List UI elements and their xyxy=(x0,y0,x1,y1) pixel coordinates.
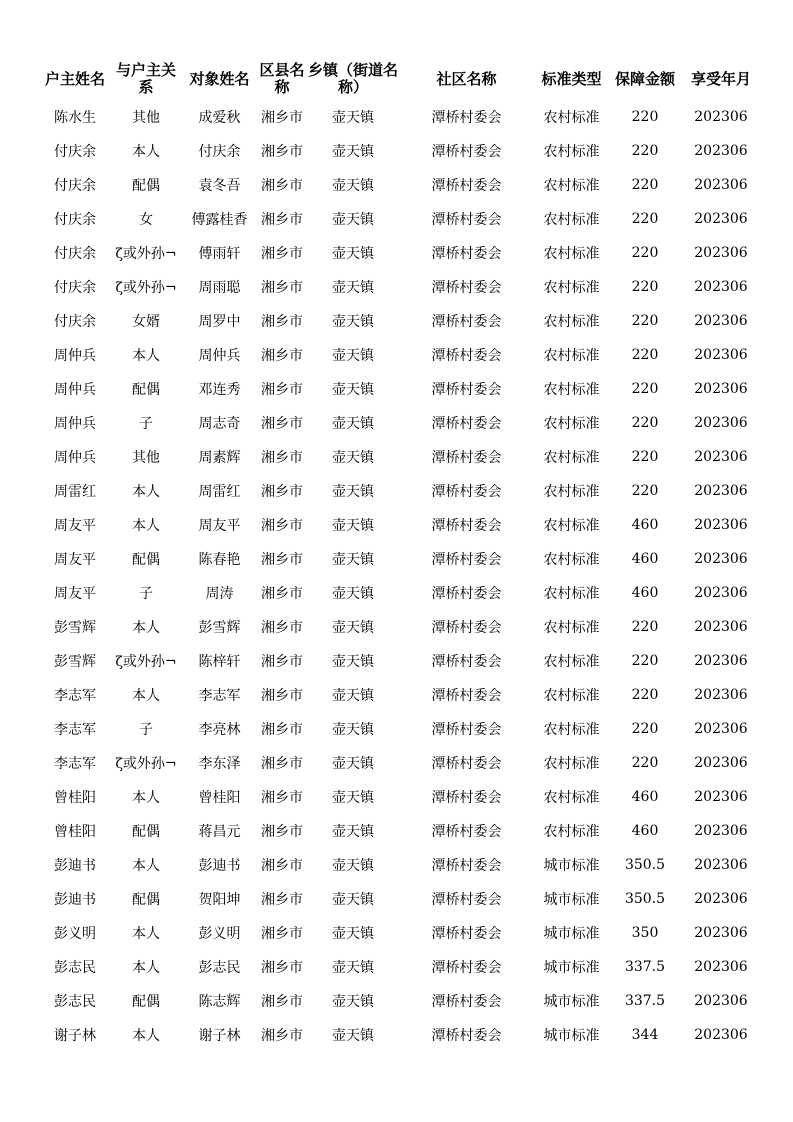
relationship-cell: ζ或外孙¬ xyxy=(115,756,177,772)
community-cell: 潭桥村委会 xyxy=(431,960,502,976)
month-cell: 202306 xyxy=(694,959,748,975)
township-cell: 壶天镇 xyxy=(332,994,374,1010)
table-row xyxy=(40,236,761,270)
community-cell: 潭桥村委会 xyxy=(431,790,502,806)
table-row xyxy=(40,474,761,508)
community-cell: 潭桥村委会 xyxy=(431,314,502,330)
relationship-cell: ζ或外孙¬ xyxy=(115,280,177,296)
month-cell: 202306 xyxy=(694,993,748,1009)
amount-cell: 220 xyxy=(631,755,659,771)
recipient-name-cell: 周志奇 xyxy=(198,416,241,432)
township-cell: 壶天镇 xyxy=(332,382,374,398)
standard-type-cell: 农村标准 xyxy=(543,484,600,500)
community-cell: 潭桥村委会 xyxy=(431,110,502,126)
county-cell: 湘乡市 xyxy=(261,654,303,670)
header-standard-type: 标准类型 xyxy=(541,69,602,88)
community-cell: 潭桥村委会 xyxy=(431,348,502,364)
month-cell: 202306 xyxy=(694,415,748,431)
county-cell: 湘乡市 xyxy=(261,110,303,126)
householder-name-cell: 彭义明 xyxy=(54,926,96,942)
county-cell: 湘乡市 xyxy=(261,212,303,228)
month-cell: 202306 xyxy=(694,449,748,465)
recipient-name-cell: 贺阳坤 xyxy=(198,892,241,908)
community-cell: 潭桥村委会 xyxy=(431,926,502,942)
householder-name-cell: 李志军 xyxy=(54,756,96,772)
header-community: 社区名称 xyxy=(436,69,497,88)
table-row xyxy=(40,780,761,814)
relationship-cell: 本人 xyxy=(132,484,160,500)
month-cell: 202306 xyxy=(694,381,748,397)
month-cell: 202306 xyxy=(694,823,748,839)
standard-type-cell: 城市标准 xyxy=(543,926,600,942)
householder-name-cell: 周仲兵 xyxy=(54,450,96,466)
community-cell: 潭桥村委会 xyxy=(431,858,502,874)
householder-name-cell: 付庆余 xyxy=(54,246,96,262)
relationship-cell: 其他 xyxy=(132,450,160,466)
township-cell: 壶天镇 xyxy=(332,518,374,534)
relationship-cell: 配偶 xyxy=(132,824,160,840)
township-cell: 壶天镇 xyxy=(332,586,374,602)
amount-cell: 220 xyxy=(631,177,659,193)
county-cell: 湘乡市 xyxy=(261,926,303,942)
table-header xyxy=(40,58,761,100)
amount-cell: 220 xyxy=(631,109,659,125)
township-cell: 壶天镇 xyxy=(332,110,374,126)
community-cell: 潭桥村委会 xyxy=(431,416,502,432)
header-recipient-name: 对象姓名 xyxy=(189,69,250,88)
community-cell: 潭桥村委会 xyxy=(431,144,502,160)
month-cell: 202306 xyxy=(694,585,748,601)
township-cell: 壶天镇 xyxy=(332,790,374,806)
householder-name-cell: 付庆余 xyxy=(54,144,96,160)
householder-name-cell: 付庆余 xyxy=(54,178,96,194)
recipient-name-cell: 陈志辉 xyxy=(198,994,241,1010)
relationship-cell: 本人 xyxy=(132,858,160,874)
township-cell: 壶天镇 xyxy=(332,144,374,160)
householder-name-cell: 周友平 xyxy=(54,586,96,602)
township-cell: 壶天镇 xyxy=(332,416,374,432)
amount-cell: 220 xyxy=(631,211,659,227)
householder-name-cell: 付庆余 xyxy=(54,280,96,296)
table-row xyxy=(40,746,761,780)
table-row xyxy=(40,440,761,474)
standard-type-cell: 农村标准 xyxy=(543,824,600,840)
relationship-cell: 其他 xyxy=(132,110,160,126)
relationship-cell: 女婿 xyxy=(132,314,160,330)
recipient-name-cell: 彭义明 xyxy=(198,926,241,942)
relationship-cell: 本人 xyxy=(132,518,160,534)
relationship-cell: 女 xyxy=(139,212,153,228)
standard-type-cell: 农村标准 xyxy=(543,314,600,330)
householder-name-cell: 付庆余 xyxy=(54,212,96,228)
table-row xyxy=(40,610,761,644)
recipient-name-cell: 李亮林 xyxy=(198,722,241,738)
county-cell: 湘乡市 xyxy=(261,552,303,568)
township-cell: 壶天镇 xyxy=(332,756,374,772)
householder-name-cell: 曾桂阳 xyxy=(54,824,96,840)
standard-type-cell: 农村标准 xyxy=(543,518,600,534)
householder-name-cell: 周友平 xyxy=(54,518,96,534)
township-cell: 壶天镇 xyxy=(332,926,374,942)
table-row xyxy=(40,916,761,950)
community-cell: 潭桥村委会 xyxy=(431,450,502,466)
amount-cell: 337.5 xyxy=(624,959,666,975)
amount-cell: 350.5 xyxy=(624,891,666,907)
county-cell: 湘乡市 xyxy=(261,246,303,262)
relationship-cell: 本人 xyxy=(132,1028,160,1044)
relationship-cell: 配偶 xyxy=(132,382,160,398)
community-cell: 潭桥村委会 xyxy=(431,688,502,704)
township-cell: 壶天镇 xyxy=(332,450,374,466)
township-cell: 壶天镇 xyxy=(332,858,374,874)
relationship-cell: 本人 xyxy=(132,620,160,636)
householder-name-cell: 周友平 xyxy=(54,552,96,568)
county-cell: 湘乡市 xyxy=(261,1028,303,1044)
householder-name-cell: 周仲兵 xyxy=(54,416,96,432)
table-row xyxy=(40,100,761,134)
header-row xyxy=(40,58,761,100)
recipient-name-cell: 周雨聪 xyxy=(198,280,241,296)
month-cell: 202306 xyxy=(694,721,748,737)
community-cell: 潭桥村委会 xyxy=(431,620,502,636)
county-cell: 湘乡市 xyxy=(261,994,303,1010)
table-row xyxy=(40,576,761,610)
relationship-cell: 配偶 xyxy=(132,552,160,568)
township-cell: 壶天镇 xyxy=(332,280,374,296)
county-cell: 湘乡市 xyxy=(261,722,303,738)
standard-type-cell: 农村标准 xyxy=(543,586,600,602)
householder-name-cell: 曾桂阳 xyxy=(54,790,96,806)
county-cell: 湘乡市 xyxy=(261,892,303,908)
relationship-cell: 配偶 xyxy=(132,994,160,1010)
standard-type-cell: 农村标准 xyxy=(543,688,600,704)
relationship-cell: 本人 xyxy=(132,960,160,976)
amount-cell: 220 xyxy=(631,279,659,295)
recipient-name-cell: 付庆余 xyxy=(198,144,241,160)
recipient-name-cell: 周罗中 xyxy=(198,314,241,330)
relationship-cell: 配偶 xyxy=(132,178,160,194)
amount-cell: 220 xyxy=(631,687,659,703)
county-cell: 湘乡市 xyxy=(261,620,303,636)
householder-name-cell: 彭迪书 xyxy=(54,892,96,908)
recipient-name-cell: 傅雨轩 xyxy=(198,246,241,262)
standard-type-cell: 农村标准 xyxy=(543,756,600,772)
recipient-name-cell: 李志军 xyxy=(198,688,241,704)
month-cell: 202306 xyxy=(694,177,748,193)
amount-cell: 460 xyxy=(631,551,659,567)
township-cell: 壶天镇 xyxy=(332,654,374,670)
county-cell: 湘乡市 xyxy=(261,824,303,840)
standard-type-cell: 农村标准 xyxy=(543,280,600,296)
township-cell: 壶天镇 xyxy=(332,722,374,738)
relationship-cell: 本人 xyxy=(132,926,160,942)
community-cell: 潭桥村委会 xyxy=(431,654,502,670)
standard-type-cell: 农村标准 xyxy=(543,722,600,738)
table-row xyxy=(40,406,761,440)
recipient-name-cell: 邓连秀 xyxy=(198,382,241,398)
table-body xyxy=(40,100,761,1052)
county-cell: 湘乡市 xyxy=(261,144,303,160)
recipient-name-cell: 曾桂阳 xyxy=(198,790,241,806)
county-cell: 湘乡市 xyxy=(261,178,303,194)
month-cell: 202306 xyxy=(694,517,748,533)
table-row xyxy=(40,712,761,746)
standard-type-cell: 农村标准 xyxy=(543,144,600,160)
standard-type-cell: 城市标准 xyxy=(543,994,600,1010)
standard-type-cell: 农村标准 xyxy=(543,178,600,194)
township-cell: 壶天镇 xyxy=(332,1028,374,1044)
householder-name-cell: 陈水生 xyxy=(54,110,96,126)
county-cell: 湘乡市 xyxy=(261,280,303,296)
township-cell: 壶天镇 xyxy=(332,348,374,364)
recipient-name-cell: 周仲兵 xyxy=(198,348,241,364)
table-row xyxy=(40,950,761,984)
township-cell: 壶天镇 xyxy=(332,688,374,704)
month-cell: 202306 xyxy=(694,755,748,771)
header-county: 区县名称 xyxy=(259,61,305,96)
standard-type-cell: 农村标准 xyxy=(543,212,600,228)
recipient-name-cell: 李东泽 xyxy=(198,756,241,772)
month-cell: 202306 xyxy=(694,789,748,805)
table-row xyxy=(40,542,761,576)
township-cell: 壶天镇 xyxy=(332,484,374,500)
township-cell: 壶天镇 xyxy=(332,314,374,330)
township-cell: 壶天镇 xyxy=(332,246,374,262)
community-cell: 潭桥村委会 xyxy=(431,212,502,228)
county-cell: 湘乡市 xyxy=(261,960,303,976)
month-cell: 202306 xyxy=(694,143,748,159)
table-row xyxy=(40,678,761,712)
householder-name-cell: 付庆余 xyxy=(54,314,96,330)
recipient-name-cell: 周素辉 xyxy=(198,450,241,466)
standard-type-cell: 城市标准 xyxy=(543,1028,600,1044)
householder-name-cell: 周雷红 xyxy=(54,484,96,500)
table-row xyxy=(40,372,761,406)
amount-cell: 460 xyxy=(631,517,659,533)
householder-name-cell: 谢子林 xyxy=(54,1028,96,1044)
amount-cell: 220 xyxy=(631,483,659,499)
community-cell: 潭桥村委会 xyxy=(431,246,502,262)
recipient-name-cell: 周涛 xyxy=(205,586,234,602)
month-cell: 202306 xyxy=(694,891,748,907)
relationship-cell: 本人 xyxy=(132,790,160,806)
recipient-name-cell: 彭雪辉 xyxy=(198,620,241,636)
recipient-name-cell: 周友平 xyxy=(198,518,241,534)
standard-type-cell: 城市标准 xyxy=(543,892,600,908)
table-row xyxy=(40,168,761,202)
community-cell: 潭桥村委会 xyxy=(431,994,502,1010)
county-cell: 湘乡市 xyxy=(261,416,303,432)
householder-name-cell: 李志军 xyxy=(54,688,96,704)
standard-type-cell: 农村标准 xyxy=(543,654,600,670)
header-amount: 保障金额 xyxy=(614,69,675,88)
relationship-cell: 本人 xyxy=(132,348,160,364)
standard-type-cell: 城市标准 xyxy=(543,960,600,976)
community-cell: 潭桥村委会 xyxy=(431,756,502,772)
table-row xyxy=(40,644,761,678)
township-cell: 壶天镇 xyxy=(332,960,374,976)
relationship-cell: 子 xyxy=(139,586,153,602)
month-cell: 202306 xyxy=(694,279,748,295)
county-cell: 湘乡市 xyxy=(261,484,303,500)
county-cell: 湘乡市 xyxy=(261,518,303,534)
month-cell: 202306 xyxy=(694,109,748,125)
amount-cell: 460 xyxy=(631,789,659,805)
amount-cell: 344 xyxy=(631,1027,659,1043)
relationship-cell: 本人 xyxy=(132,144,160,160)
month-cell: 202306 xyxy=(694,619,748,635)
table-row xyxy=(40,814,761,848)
recipient-name-cell: 傅露桂香 xyxy=(191,212,248,228)
relationship-cell: 子 xyxy=(139,722,153,738)
table-row xyxy=(40,202,761,236)
relationship-cell: 子 xyxy=(139,416,153,432)
county-cell: 湘乡市 xyxy=(261,314,303,330)
month-cell: 202306 xyxy=(694,1027,748,1043)
amount-cell: 460 xyxy=(631,823,659,839)
community-cell: 潭桥村委会 xyxy=(431,484,502,500)
relationship-cell: ζ或外孙¬ xyxy=(115,246,177,262)
table-row xyxy=(40,984,761,1018)
amount-cell: 220 xyxy=(631,347,659,363)
amount-cell: 220 xyxy=(631,619,659,635)
householder-name-cell: 周仲兵 xyxy=(54,348,96,364)
county-cell: 湘乡市 xyxy=(261,586,303,602)
standard-type-cell: 农村标准 xyxy=(543,450,600,466)
table-row xyxy=(40,304,761,338)
community-cell: 潭桥村委会 xyxy=(431,586,502,602)
amount-cell: 350 xyxy=(631,925,659,941)
householder-name-cell: 彭雪辉 xyxy=(54,654,96,670)
standard-type-cell: 农村标准 xyxy=(543,382,600,398)
township-cell: 壶天镇 xyxy=(332,178,374,194)
householder-name-cell: 周仲兵 xyxy=(54,382,96,398)
householder-name-cell: 彭志民 xyxy=(54,994,96,1010)
table-row xyxy=(40,1018,761,1052)
amount-cell: 220 xyxy=(631,245,659,261)
amount-cell: 220 xyxy=(631,313,659,329)
relationship-cell: ζ或外孙¬ xyxy=(115,654,177,670)
county-cell: 湘乡市 xyxy=(261,688,303,704)
county-cell: 湘乡市 xyxy=(261,450,303,466)
community-cell: 潭桥村委会 xyxy=(431,892,502,908)
recipient-name-cell: 谢子林 xyxy=(198,1028,241,1044)
table-row xyxy=(40,508,761,542)
community-cell: 潭桥村委会 xyxy=(431,1028,502,1044)
relationship-cell: 配偶 xyxy=(132,892,160,908)
amount-cell: 350.5 xyxy=(624,857,666,873)
header-relationship: 与户主关系 xyxy=(115,61,176,96)
community-cell: 潭桥村委会 xyxy=(431,824,502,840)
community-cell: 潭桥村委会 xyxy=(431,552,502,568)
amount-cell: 220 xyxy=(631,721,659,737)
standard-type-cell: 农村标准 xyxy=(543,246,600,262)
header-month: 享受年月 xyxy=(690,69,751,88)
table-row xyxy=(40,134,761,168)
recipient-name-cell: 周雷红 xyxy=(198,484,241,500)
month-cell: 202306 xyxy=(694,483,748,499)
recipient-name-cell: 彭迪书 xyxy=(198,858,241,874)
county-cell: 湘乡市 xyxy=(261,756,303,772)
county-cell: 湘乡市 xyxy=(261,858,303,874)
month-cell: 202306 xyxy=(694,245,748,261)
month-cell: 202306 xyxy=(694,211,748,227)
month-cell: 202306 xyxy=(694,925,748,941)
householder-name-cell: 李志军 xyxy=(54,722,96,738)
amount-cell: 337.5 xyxy=(624,993,666,1009)
header-householder-name: 户主姓名 xyxy=(44,69,105,88)
recipient-name-cell: 袁冬吾 xyxy=(198,178,241,194)
township-cell: 壶天镇 xyxy=(332,824,374,840)
recipient-name-cell: 陈梓轩 xyxy=(198,654,241,670)
township-cell: 壶天镇 xyxy=(332,620,374,636)
amount-cell: 220 xyxy=(631,381,659,397)
community-cell: 潭桥村委会 xyxy=(431,722,502,738)
standard-type-cell: 城市标准 xyxy=(543,858,600,874)
month-cell: 202306 xyxy=(694,653,748,669)
amount-cell: 460 xyxy=(631,585,659,601)
month-cell: 202306 xyxy=(694,857,748,873)
table-row xyxy=(40,882,761,916)
table-row xyxy=(40,338,761,372)
standard-type-cell: 农村标准 xyxy=(543,620,600,636)
community-cell: 潭桥村委会 xyxy=(431,382,502,398)
recipient-name-cell: 成爱秋 xyxy=(198,110,241,126)
amount-cell: 220 xyxy=(631,653,659,669)
community-cell: 潭桥村委会 xyxy=(431,280,502,296)
community-cell: 潭桥村委会 xyxy=(431,178,502,194)
standard-type-cell: 农村标准 xyxy=(543,110,600,126)
township-cell: 壶天镇 xyxy=(332,552,374,568)
recipient-name-cell: 蒋昌元 xyxy=(198,824,241,840)
standard-type-cell: 农村标准 xyxy=(543,348,600,364)
householder-name-cell: 彭雪辉 xyxy=(54,620,96,636)
relationship-cell: 本人 xyxy=(132,688,160,704)
householder-name-cell: 彭志民 xyxy=(54,960,96,976)
amount-cell: 220 xyxy=(631,143,659,159)
county-cell: 湘乡市 xyxy=(261,790,303,806)
county-cell: 湘乡市 xyxy=(261,348,303,364)
amount-cell: 220 xyxy=(631,415,659,431)
month-cell: 202306 xyxy=(694,687,748,703)
month-cell: 202306 xyxy=(694,551,748,567)
county-cell: 湘乡市 xyxy=(261,382,303,398)
header-township: 乡镇（街道名称） xyxy=(307,61,398,96)
township-cell: 壶天镇 xyxy=(332,212,374,228)
month-cell: 202306 xyxy=(694,313,748,329)
month-cell: 202306 xyxy=(694,347,748,363)
standard-type-cell: 农村标准 xyxy=(543,416,600,432)
standard-type-cell: 农村标准 xyxy=(543,552,600,568)
table-row xyxy=(40,270,761,304)
assistance-table xyxy=(40,58,761,1052)
standard-type-cell: 农村标准 xyxy=(543,790,600,806)
householder-name-cell: 彭迪书 xyxy=(54,858,96,874)
amount-cell: 220 xyxy=(631,449,659,465)
community-cell: 潭桥村委会 xyxy=(431,518,502,534)
recipient-name-cell: 彭志民 xyxy=(198,960,241,976)
table-row xyxy=(40,848,761,882)
township-cell: 壶天镇 xyxy=(332,892,374,908)
recipient-name-cell: 陈春艳 xyxy=(198,552,241,568)
